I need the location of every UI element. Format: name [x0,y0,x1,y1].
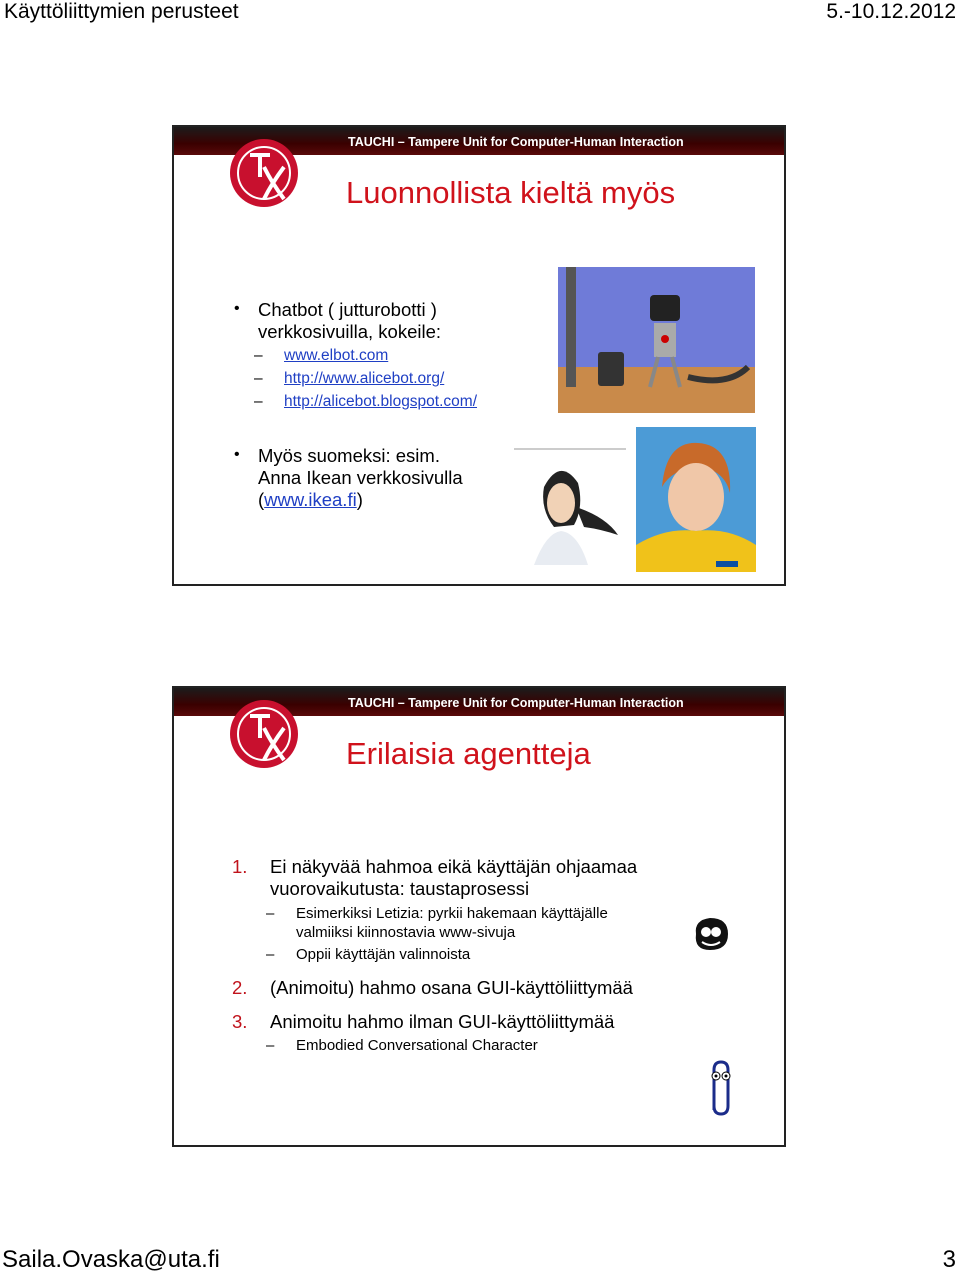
slide-2 [172,686,786,1147]
author-email: Saila.Ovaska@uta.fi [2,1246,220,1273]
item-number: 3. [232,1011,248,1032]
item-number: 2. [232,977,248,998]
clippy-icon [704,1060,738,1118]
link-item: – http://alicebot.blogspot.com/ [254,393,478,410]
item-text: Animoitu hahmo ilman GUI-käyttöliittymää [270,1011,615,1032]
slide-title: Erilaisia agentteja [346,736,591,771]
bullet-dot-icon: • [234,300,240,317]
item-text: (Animoitu) hahmo osana GUI-käyttöliittymää [270,977,633,998]
unit-bar-text: TAUCHI – Tampere Unit for Computer-Human Interaction [348,135,684,149]
agent-woman-image [514,447,630,565]
tauchi-logo-icon [228,698,300,770]
tauchi-logo-icon [228,137,300,209]
course-title: Käyttöliittymien perusteet [4,0,239,23]
link-item: – http://www.alicebot.org/ [254,370,445,387]
sub-item: – Embodied Conversational Character [266,1037,538,1054]
bullet-dot-icon: • [234,446,240,463]
link-item: – www.elbot.com [254,347,389,364]
item-number: 1. [232,856,248,877]
date: 5.-10.12.2012 [826,0,956,23]
anna-ikea-image [636,427,756,572]
elbot-robot-image [558,267,755,413]
link-alicebot-blogspot[interactable]: http://alicebot.blogspot.com/ [284,393,478,410]
sub-item: – Oppii käyttäjän valinnoista [266,946,471,963]
unit-bar-text: TAUCHI – Tampere Unit for Computer-Human Interaction [348,696,684,710]
slide-1 [172,125,786,586]
link-ikea[interactable]: www.ikea.fi [264,489,357,510]
slide-title: Luonnollista kieltä myös [346,175,676,210]
sub-item: – Esimerkiksi Letizia: pyrkii hakemaan käyttäjälle valmiiksi kiinnostavia www-sivuja [266,905,608,941]
bullet-chatbot: • Chatbot ( jutturobotti ) verkkosivuilla, kokeile: [234,299,442,342]
item-text: Ei näkyvää hahmoa eikä käyttäjän ohjaamaa vuorovaikutusta: taustaprosessi [270,856,638,899]
link-alicebot-org[interactable]: http://www.alicebot.org/ [284,370,445,387]
office-assistant-icon [690,914,732,954]
page-number: 3 [942,1246,956,1273]
bullet-suomeksi: • Myös suomeksi: esim. Anna Ikean verkkosivulla (www.ikea.fi) [234,445,463,510]
link-elbot[interactable]: www.elbot.com [284,347,389,364]
